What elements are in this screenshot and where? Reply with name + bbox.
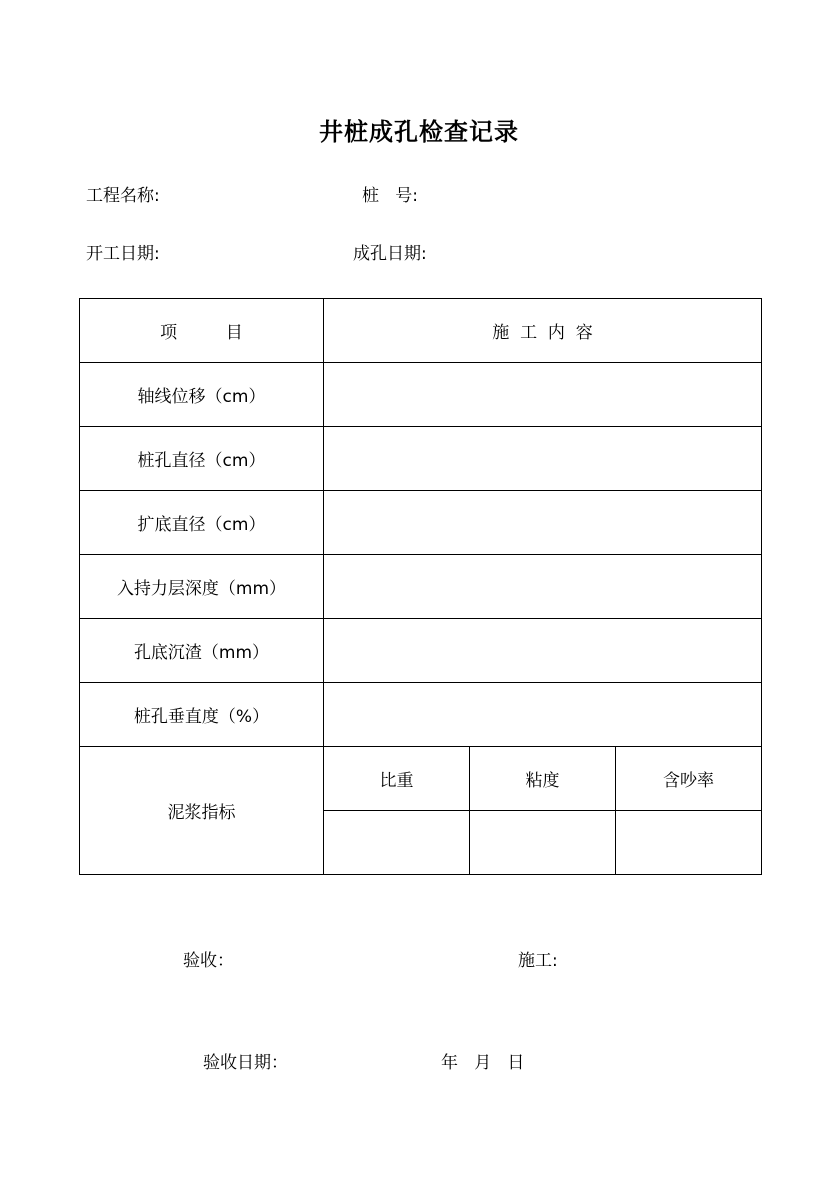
inspection-table xyxy=(79,298,762,875)
construction-label: 施工: xyxy=(518,951,558,971)
table-row xyxy=(80,555,762,619)
row-label-verticality: 桩孔垂直度（%） xyxy=(80,683,324,747)
hole-date-label: 成孔日期: xyxy=(353,244,427,264)
acceptance-label: 验收： xyxy=(183,951,234,971)
row-label-sediment: 孔底沉渣（mm） xyxy=(80,619,324,683)
row-label-bearing-depth: 入持力层深度（mm） xyxy=(80,555,324,619)
start-date-label: 开工日期: xyxy=(86,244,160,264)
row-value-axis-offset[interactable] xyxy=(324,363,762,427)
table-row xyxy=(80,491,762,555)
row-value-bearing-depth[interactable] xyxy=(324,555,762,619)
mud-value-specific-gravity[interactable] xyxy=(324,811,470,875)
header-item: 项 目 xyxy=(80,299,324,363)
mud-col-viscosity: 粘度 xyxy=(470,747,616,811)
row-value-bell-diameter[interactable] xyxy=(324,491,762,555)
table-row xyxy=(80,619,762,683)
acceptance-date-label: 验收日期： xyxy=(203,1053,288,1073)
row-label-axis-offset: 轴线位移（cm） xyxy=(80,363,324,427)
mud-col-sand-content: 含吵率 xyxy=(616,747,762,811)
mud-header-row xyxy=(80,747,762,811)
project-name-label: 工程名称: xyxy=(86,186,160,206)
table-row xyxy=(80,427,762,491)
row-label-hole-diameter: 桩孔直径（cm） xyxy=(80,427,324,491)
mud-value-sand-content[interactable] xyxy=(616,811,762,875)
header-content: 施 工 内 容 xyxy=(324,299,762,363)
table-row xyxy=(80,683,762,747)
row-label-bell-diameter: 扩底直径（cm） xyxy=(80,491,324,555)
document-title: 井桩成孔检查记录 xyxy=(319,117,519,146)
row-value-verticality[interactable] xyxy=(324,683,762,747)
mud-value-viscosity[interactable] xyxy=(470,811,616,875)
pile-number-label: 桩 号: xyxy=(362,186,418,206)
mud-col-specific-gravity: 比重 xyxy=(324,747,470,811)
table-row xyxy=(80,363,762,427)
table-header-row xyxy=(80,299,762,363)
row-value-hole-diameter[interactable] xyxy=(324,427,762,491)
date-placeholder: 年 月 日 xyxy=(441,1053,525,1073)
mud-index-label: 泥浆指标 xyxy=(80,747,324,875)
row-value-sediment[interactable] xyxy=(324,619,762,683)
